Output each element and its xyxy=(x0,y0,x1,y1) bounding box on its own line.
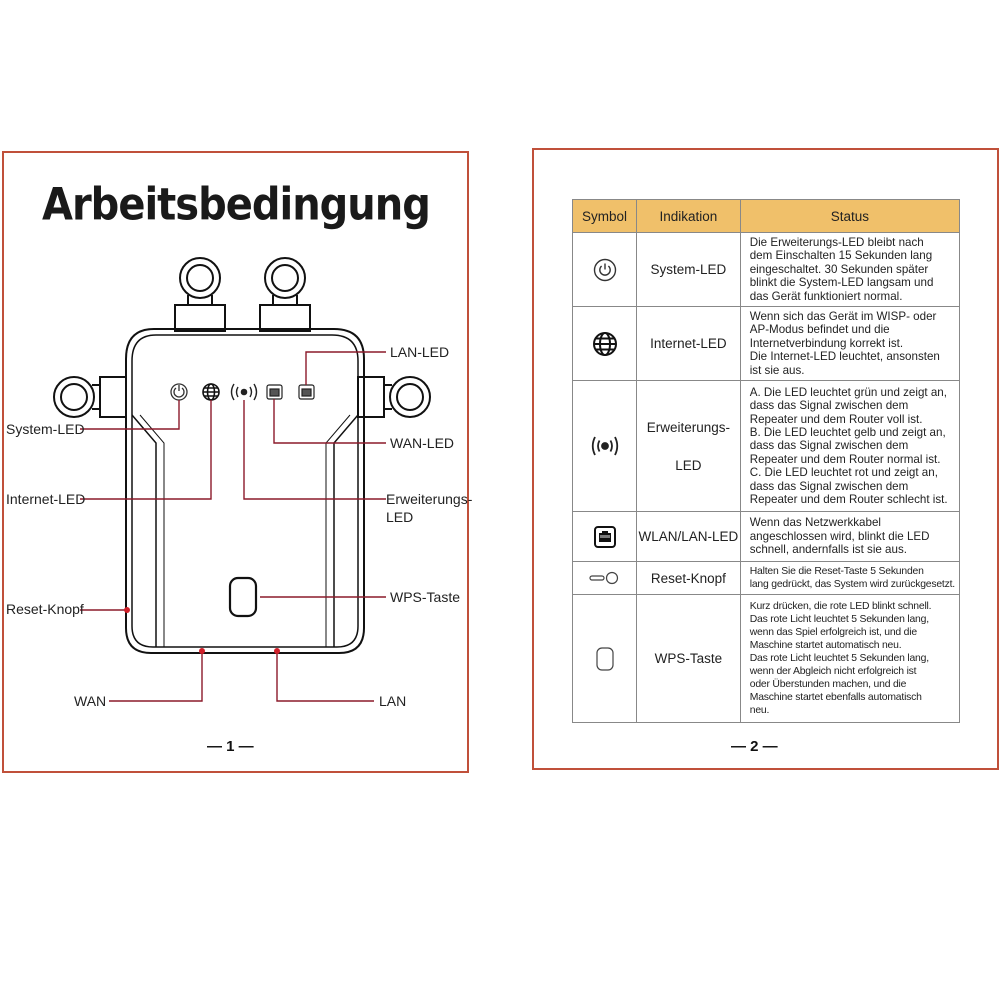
indikation-cell: Internet-LED xyxy=(637,307,741,381)
page-number: — 1 — xyxy=(207,738,254,755)
symbol-cell xyxy=(573,595,637,723)
header-symbol: Symbol xyxy=(573,200,637,233)
status-line: Internetverbindung korrekt ist. xyxy=(749,336,904,350)
label-reset-knopf: Reset-Knopf xyxy=(6,601,84,617)
status-line: C. Die LED leuchtet rot und zeigt an, xyxy=(749,466,938,480)
status-cell xyxy=(740,307,959,381)
label-wan: WAN xyxy=(74,693,107,709)
label-wan-led: WAN-LED xyxy=(390,435,455,451)
status-line: Repeater und dem Router voll ist. xyxy=(749,412,923,426)
table-row xyxy=(573,595,960,723)
reset-pin-icon xyxy=(588,571,622,585)
status-cell xyxy=(740,233,959,307)
device-lan-led xyxy=(299,385,314,399)
page-number: — 2 — xyxy=(731,738,778,755)
status-line: Das rote Licht leuchtet 5 Sekunden lang, xyxy=(749,653,929,665)
device-signal-led xyxy=(232,384,257,400)
table-row xyxy=(573,562,960,595)
indikation-cell xyxy=(637,381,741,512)
indikation-cell: System-LED xyxy=(637,233,741,307)
status-line: Wenn sich das Gerät im WISP- oder xyxy=(749,310,937,324)
status-line: das Gerät funktioniert normal. xyxy=(749,289,903,303)
symbol-cell xyxy=(573,233,637,307)
symbol-cell xyxy=(573,381,637,512)
status-line: eingeschaltet. 30 Sekunden später xyxy=(749,262,929,276)
device-wps-button xyxy=(230,578,256,616)
header-indikation: Indikation xyxy=(637,200,741,233)
signal-icon xyxy=(589,434,621,458)
status-line: Repeater und dem Router schlecht ist. xyxy=(749,492,948,506)
device-diagram xyxy=(4,153,469,773)
indikation-cell: WPS-Taste xyxy=(637,595,741,723)
label-system-led: System-LED xyxy=(6,421,85,437)
status-line: Die Internet-LED leuchtet, ansonsten xyxy=(749,350,940,364)
status-line: B. Die LED leuchtet gelb und zeigt an, xyxy=(749,425,946,439)
manual-page-2 xyxy=(532,148,999,770)
status-line: Kurz drücken, die rote LED blinkt schnell. xyxy=(749,601,932,613)
indikation-cell: Reset-Knopf xyxy=(637,562,741,595)
status-line: angeschlossen wird, blinkt die LED xyxy=(749,529,930,543)
status-line: Das rote Licht leuchtet 5 Sekunden lang, xyxy=(749,614,929,626)
label-internet-led: Internet-LED xyxy=(6,491,86,507)
table-row xyxy=(573,233,960,307)
globe-icon xyxy=(592,331,618,357)
status-cell xyxy=(740,595,959,723)
header-status: Status xyxy=(740,200,959,233)
status-line: lang gedrückt, das System wird zurückgesetzt. xyxy=(749,579,955,591)
indikation-line: Erweiterungs- xyxy=(646,419,731,435)
side-antenna-left xyxy=(54,377,126,417)
status-line: blinkt die System-LED langsam und xyxy=(749,276,934,290)
status-cell xyxy=(740,512,959,562)
device-internet-led xyxy=(203,384,219,400)
status-line: Repeater und dem Router normal ist. xyxy=(749,452,941,466)
status-line: oder Überstunden machen, und die xyxy=(749,679,907,691)
label-erweiterungs-led-line2: LED xyxy=(386,509,414,525)
status-line: dass das Signal zwischen dem xyxy=(749,439,909,453)
status-line: dass das Signal zwischen dem xyxy=(749,399,909,413)
status-line: ist sie aus. xyxy=(749,363,805,377)
side-antenna-right xyxy=(358,377,430,417)
indikation-cell: WLAN/LAN-LED xyxy=(637,512,741,562)
manual-page-1 xyxy=(2,151,473,773)
top-antenna-left xyxy=(175,258,225,331)
status-line: neu. xyxy=(749,705,770,717)
status-line: dem Einschalten 15 Sekunden lang xyxy=(749,249,933,263)
label-lan: LAN xyxy=(379,693,407,709)
wps-button-icon xyxy=(595,646,615,672)
status-cell xyxy=(740,562,959,595)
ethernet-port-icon xyxy=(594,526,616,548)
status-line: Maschine startet ebenfalls automatisch xyxy=(749,692,922,704)
status-line: Die Erweiterungs-LED bleibt nach xyxy=(749,236,924,249)
label-erweiterungs-led-line1: Erweiterungs- xyxy=(386,491,473,507)
status-line: Maschine startet automatisch neu. xyxy=(749,640,902,652)
symbol-cell xyxy=(573,562,637,595)
device-body xyxy=(126,329,364,653)
status-line: Halten Sie die Reset-Taste 5 Sekunden xyxy=(749,566,924,578)
status-line: A. Die LED leuchtet grün und zeigt an, xyxy=(749,385,947,399)
symbol-cell xyxy=(573,512,637,562)
table-header-row xyxy=(573,200,960,233)
status-line: schnell, andernfalls ist sie aus. xyxy=(749,543,907,557)
indikation-line: LED xyxy=(675,457,702,473)
table-row xyxy=(573,381,960,512)
power-icon xyxy=(593,258,617,282)
status-line: wenn der Abgleich nicht erfolgreich ist xyxy=(749,666,917,678)
status-line: wenn das Spiel erfolgreich ist, und die xyxy=(749,627,917,639)
table-row xyxy=(573,512,960,562)
page-title: Arbeitsbedingung xyxy=(42,179,430,231)
symbol-cell xyxy=(573,307,637,381)
status-line: dass das Signal zwischen dem xyxy=(749,479,909,493)
label-wps-taste: WPS-Taste xyxy=(390,589,461,605)
table-row xyxy=(573,307,960,381)
device-power-led xyxy=(171,384,187,400)
device-wan-led xyxy=(267,385,282,399)
status-line: AP-Modus befindet und die xyxy=(749,323,890,337)
status-cell xyxy=(740,381,959,512)
status-line: Wenn das Netzwerkkabel xyxy=(749,516,881,530)
label-lan-led: LAN-LED xyxy=(390,344,450,360)
top-antenna-right xyxy=(260,258,310,331)
status-table xyxy=(572,199,960,723)
